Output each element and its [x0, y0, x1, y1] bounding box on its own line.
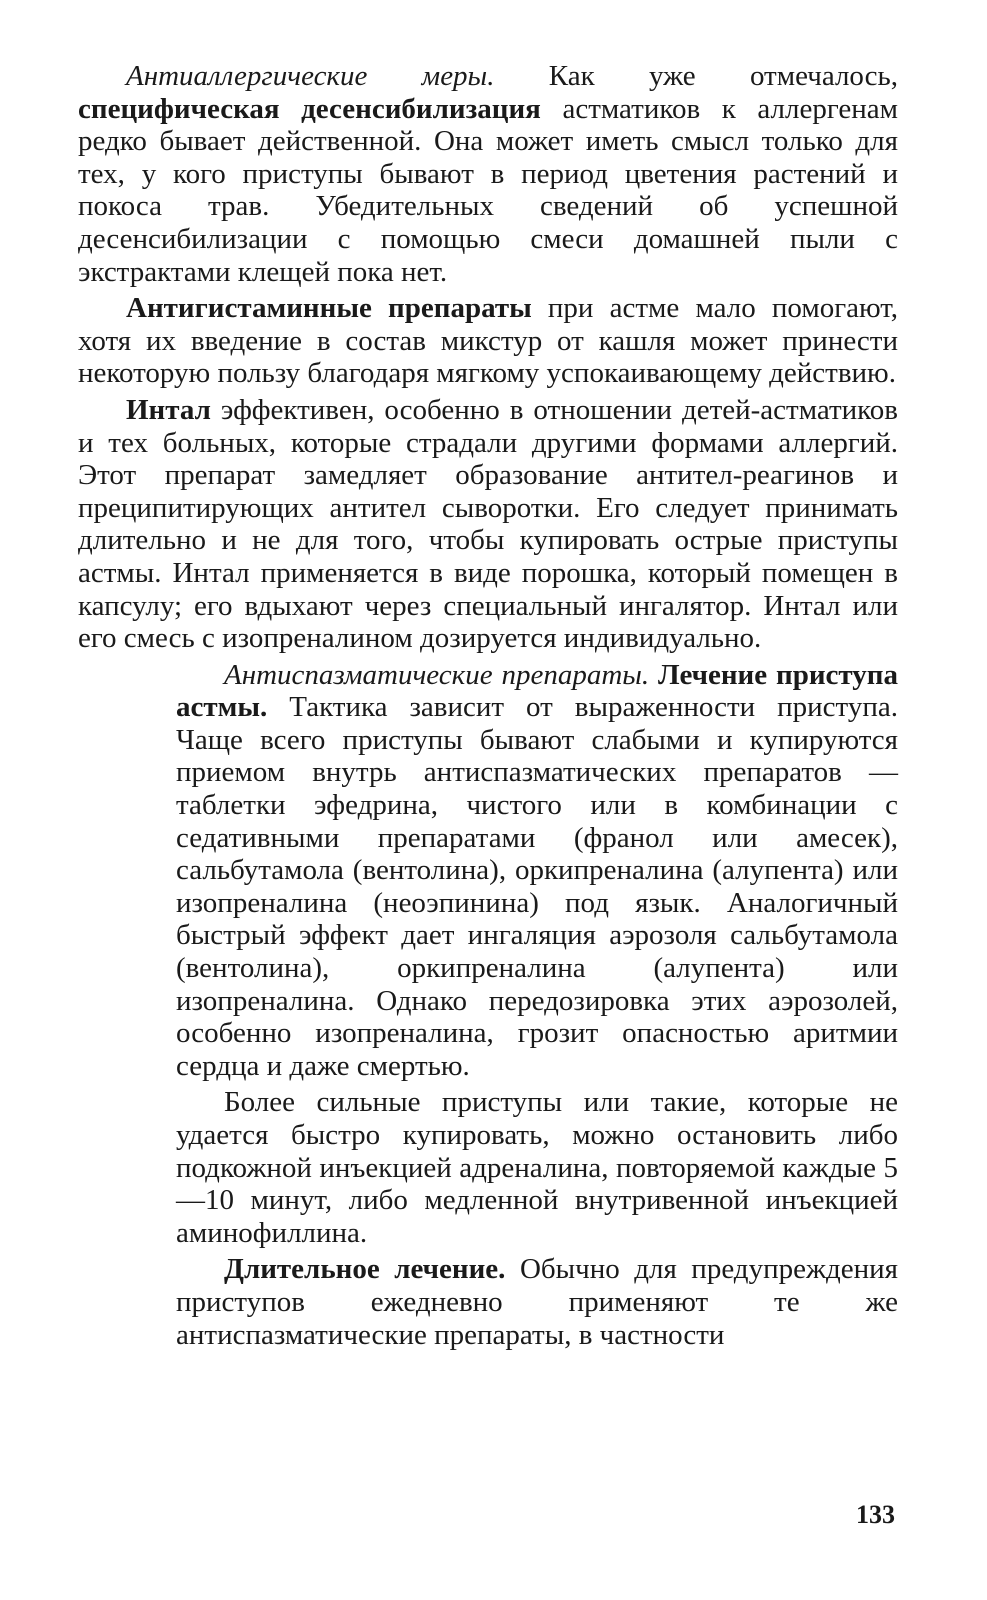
text-run: эффективен, особенно в отношении детей-астматиков и тех больных, которые страдали другими формами аллергий. Этот препарат замедляет образование антител-реагинов и преципитирующих антител сыворотки. Его следует принимать длительно и не для того, чтобы купировать острые приступы астмы. Интал применяется в виде порошка, который помещен в капсулу; его вдыхают через специальный ингалятор. Интал или его смесь с изопреналином дозируется индивидуально.	[78, 393, 898, 655]
text-run: при астме мало помогают, хотя их введение в состав микстур от кашля может принести некоторую пользу благодаря мягкому успокаивающему действию.	[78, 292, 898, 390]
text-run: Обычно для предупреждения приступов ежедневно применяют те же антиспазматические препараты, в частности	[176, 1253, 898, 1351]
text-run	[649, 659, 658, 691]
paragraph-antihistamines	[78, 292, 898, 390]
bold-term: Антигистаминные препараты	[126, 292, 532, 325]
paragraph-intal	[78, 394, 898, 655]
text-run: астматиков к аллергенам редко бывает действенной. Она может иметь смысл только для тех, у кого приступы бывают в период цветения растений и покоса трав. Убедительных сведений об успешной десенсибилизации с помощью смеси домашней пыли с экстрактами клещей пока нет.	[78, 92, 898, 288]
paragraph-antispasmodics	[176, 659, 898, 1083]
bold-term: Длительное лечение.	[224, 1253, 506, 1286]
paragraph-antiallergic-measures	[78, 60, 898, 288]
section-heading-italic: Антиаллергические меры.	[126, 60, 495, 92]
paragraph-severe-attacks	[176, 1086, 898, 1249]
body-text	[78, 60, 898, 1355]
bold-term: специфическая десенсибилизация	[78, 92, 541, 125]
paragraph-long-term-treatment	[176, 1253, 898, 1351]
text-run: Тактика зависит от выраженности приступа. Чаще всего приступы бывают слабыми и купируются приемом внутрь антиспазматических препаратов — таблетки эфедрина, чистого или в комбинации с седативными препаратами (франол или амесек), сальбутамола (вентолина), оркипреналина (алупента) или изопреналина (неоэпинина) под язык. Аналогичный быстрый эффект дает ингаляция аэрозоля сальбутамола (вентолина), оркипреналина (алупента) или изопреналина. Однако передозировка этих аэрозолей, особенно изопреналина, грозит опасностью аритмии сердца и даже смертью.	[176, 691, 898, 1082]
page-number: 133	[856, 1500, 895, 1529]
bold-term: Интал	[126, 393, 211, 426]
bold-term: Лечение приступа астмы.	[176, 658, 898, 724]
text-run: Более сильные приступы или такие, которые не удается быстро купировать, можно остановить либо подкожной инъекцией адреналина, повторяемой каждые 5—10 минут, либо медленной внутривенной инъекцией аминофиллина.	[176, 1086, 898, 1249]
section-heading-italic: Антиспазматические препараты.	[224, 658, 650, 691]
text-run: Как уже отмечалось,	[494, 60, 898, 92]
